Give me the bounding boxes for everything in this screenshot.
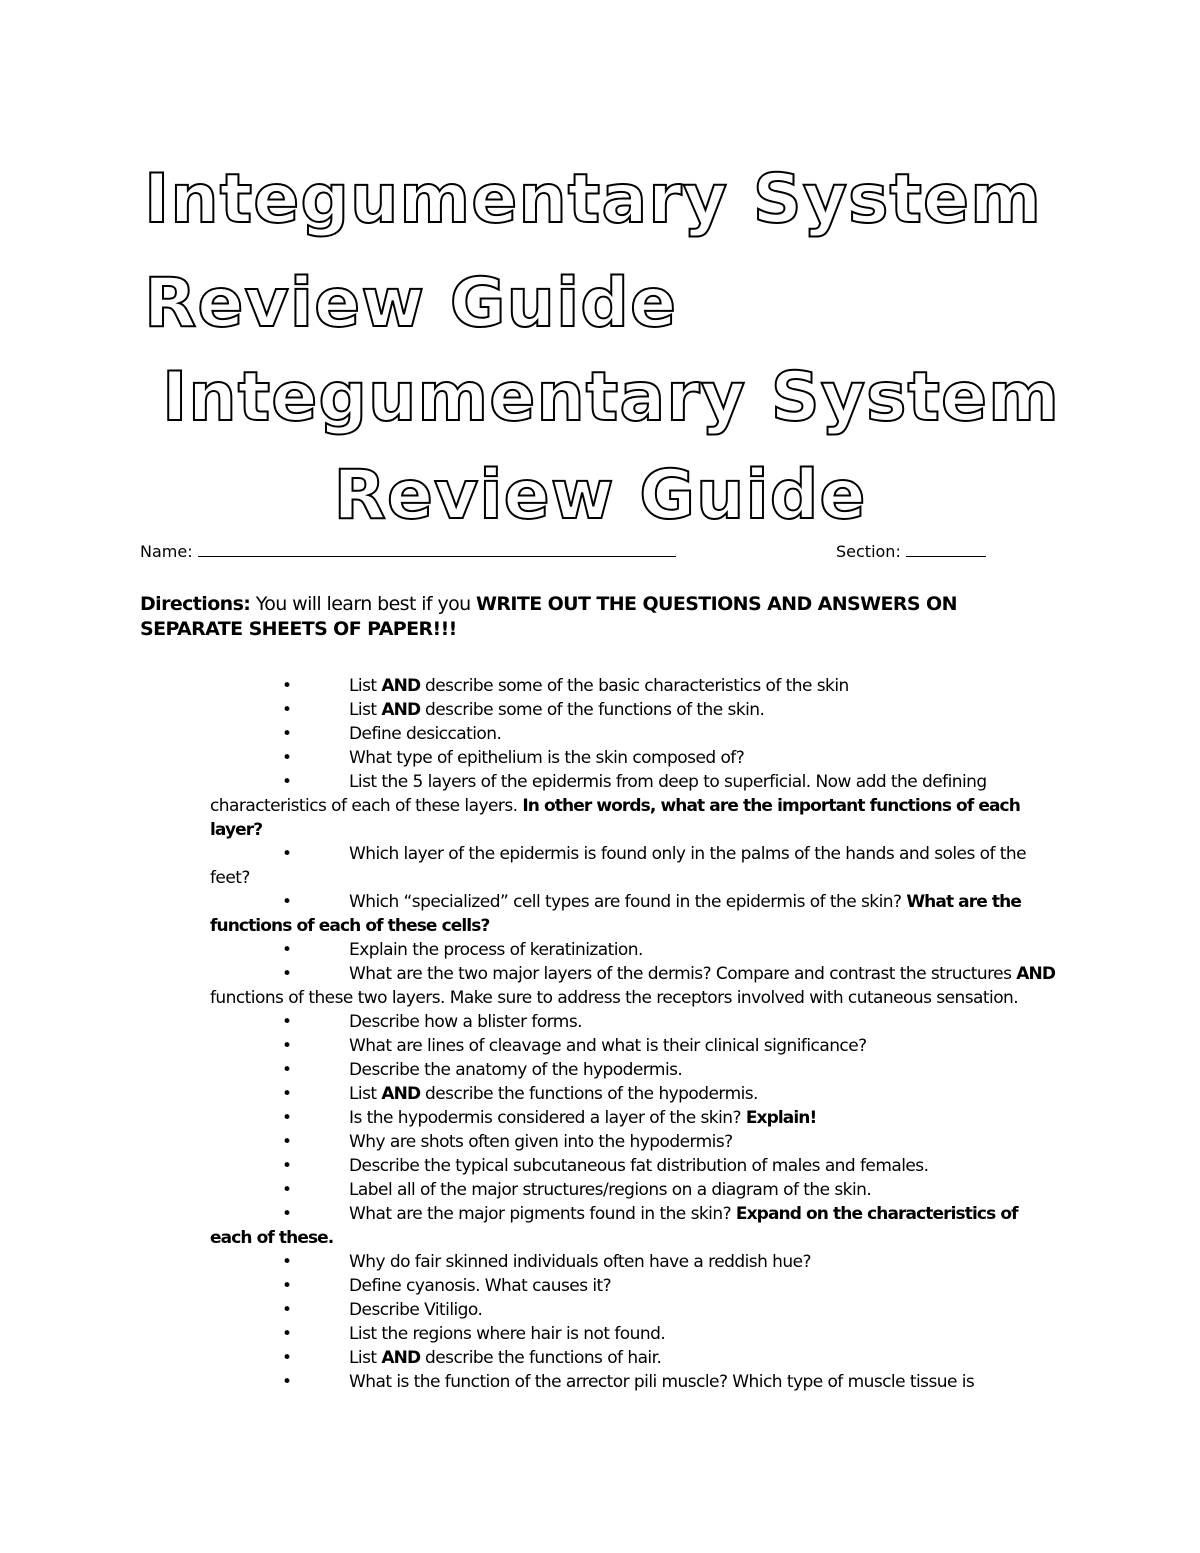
section-field <box>836 541 986 562</box>
question-text-continued: functions of these two layers. Make sure to address the receptors involved with cutaneous sensation. <box>210 988 1019 1008</box>
title-line-1: Integumentary System <box>144 160 1042 239</box>
directions-emphasis: WRITE OUT THE QUESTIONS AND ANSWERS ON SEPARATE SHEETS OF PAPER!!! <box>140 593 957 640</box>
question-text-continued: describe some of the basic characteristics of the skin <box>420 676 849 696</box>
question-emphasis: Expand on the characteristics of each of these. <box>210 1204 1018 1248</box>
question-item <box>210 722 1062 746</box>
question-text: List <box>349 700 382 720</box>
question-emphasis: What are the functions of each of these cells? <box>210 892 1021 936</box>
question-emphasis: AND <box>381 1084 421 1104</box>
question-text: Which layer of the epidermis is found only in the palms of the hands and soles of the feet? <box>210 844 1027 888</box>
question-text: Describe the typical subcutaneous fat distribution of males and females. <box>349 1156 929 1176</box>
question-emphasis: AND <box>381 1348 421 1368</box>
name-section-row <box>140 541 1000 562</box>
question-text: Describe the anatomy of the hypodermis. <box>349 1060 683 1080</box>
name-label: Name: <box>140 542 193 561</box>
question-text: What are lines of cleavage and what is their clinical significance? <box>349 1036 867 1056</box>
question-item <box>210 1202 1062 1250</box>
question-text-continued: describe the functions of hair. <box>420 1348 662 1368</box>
question-text: List the 5 layers of the epidermis from deep to superficial. Now add the defining characteristics of each of these layers. <box>210 772 987 816</box>
question-item <box>210 1010 1062 1034</box>
question-text: List <box>349 1348 382 1368</box>
question-emphasis: In other words, what are the important functions of each layer? <box>210 796 1020 840</box>
question-emphasis: AND <box>1016 964 1056 984</box>
question-list <box>210 674 1062 1394</box>
directions-text: You will learn best if you <box>250 593 477 615</box>
question-item <box>210 1154 1062 1178</box>
question-item <box>210 1370 1062 1394</box>
question-item <box>210 1178 1062 1202</box>
question-text-continued: describe some of the functions of the skin. <box>420 700 765 720</box>
question-text: Label all of the major structures/regions on a diagram of the skin. <box>349 1180 872 1200</box>
question-text: Why do fair skinned individuals often have a reddish hue? <box>349 1252 811 1272</box>
question-text: Which “specialized” cell types are found in the epidermis of the skin? <box>349 892 907 912</box>
section-blank[interactable] <box>906 541 986 557</box>
question-text: What type of epithelium is the skin composed of? <box>349 748 745 768</box>
section-label: Section: <box>836 542 901 561</box>
question-item <box>210 1058 1062 1082</box>
question-item <box>210 890 1062 938</box>
question-item <box>210 674 1062 698</box>
question-item <box>210 1034 1062 1058</box>
question-text: What are the major pigments found in the skin? <box>349 1204 736 1224</box>
question-emphasis: AND <box>381 676 421 696</box>
question-text: List <box>349 676 382 696</box>
question-item <box>210 746 1062 770</box>
question-item <box>210 842 1062 890</box>
question-emphasis: Explain! <box>745 1108 817 1128</box>
question-emphasis: AND <box>381 700 421 720</box>
question-item <box>210 1106 1062 1130</box>
question-item <box>210 698 1062 722</box>
question-text: Explain the process of keratinization. <box>349 940 643 960</box>
question-item <box>210 962 1062 1010</box>
question-text: Why are shots often given into the hypodermis? <box>349 1132 733 1152</box>
question-item <box>210 770 1062 842</box>
question-item <box>210 1322 1062 1346</box>
question-text: List <box>349 1084 382 1104</box>
question-text: Is the hypodermis considered a layer of the skin? <box>349 1108 746 1128</box>
question-item <box>210 938 1062 962</box>
question-text: What are the two major layers of the dermis? Compare and contrast the structures <box>349 964 1017 984</box>
question-text: Describe Vitiligo. <box>349 1300 483 1320</box>
question-text: Describe how a blister forms. <box>349 1012 582 1032</box>
directions-paragraph <box>140 592 1060 642</box>
question-item <box>210 1298 1062 1322</box>
question-item <box>210 1346 1062 1370</box>
question-item <box>210 1130 1062 1154</box>
title-repeat-line-1: Integumentary System <box>162 358 1060 437</box>
title-line-2: Review Guide <box>144 264 678 343</box>
title-repeat-line-2: Review Guide <box>333 456 867 535</box>
question-text: List the regions where hair is not found. <box>349 1324 666 1344</box>
name-blank[interactable] <box>198 541 676 557</box>
question-item <box>210 1082 1062 1106</box>
directions-label: Directions: <box>140 593 251 615</box>
question-text: Define cyanosis. What causes it? <box>349 1276 612 1296</box>
question-text: Define desiccation. <box>349 724 502 744</box>
question-item <box>210 1274 1062 1298</box>
question-text-continued: describe the functions of the hypodermis. <box>420 1084 758 1104</box>
question-item <box>210 1250 1062 1274</box>
question-text: What is the function of the arrector pili muscle? Which type of muscle tissue is <box>349 1372 975 1392</box>
